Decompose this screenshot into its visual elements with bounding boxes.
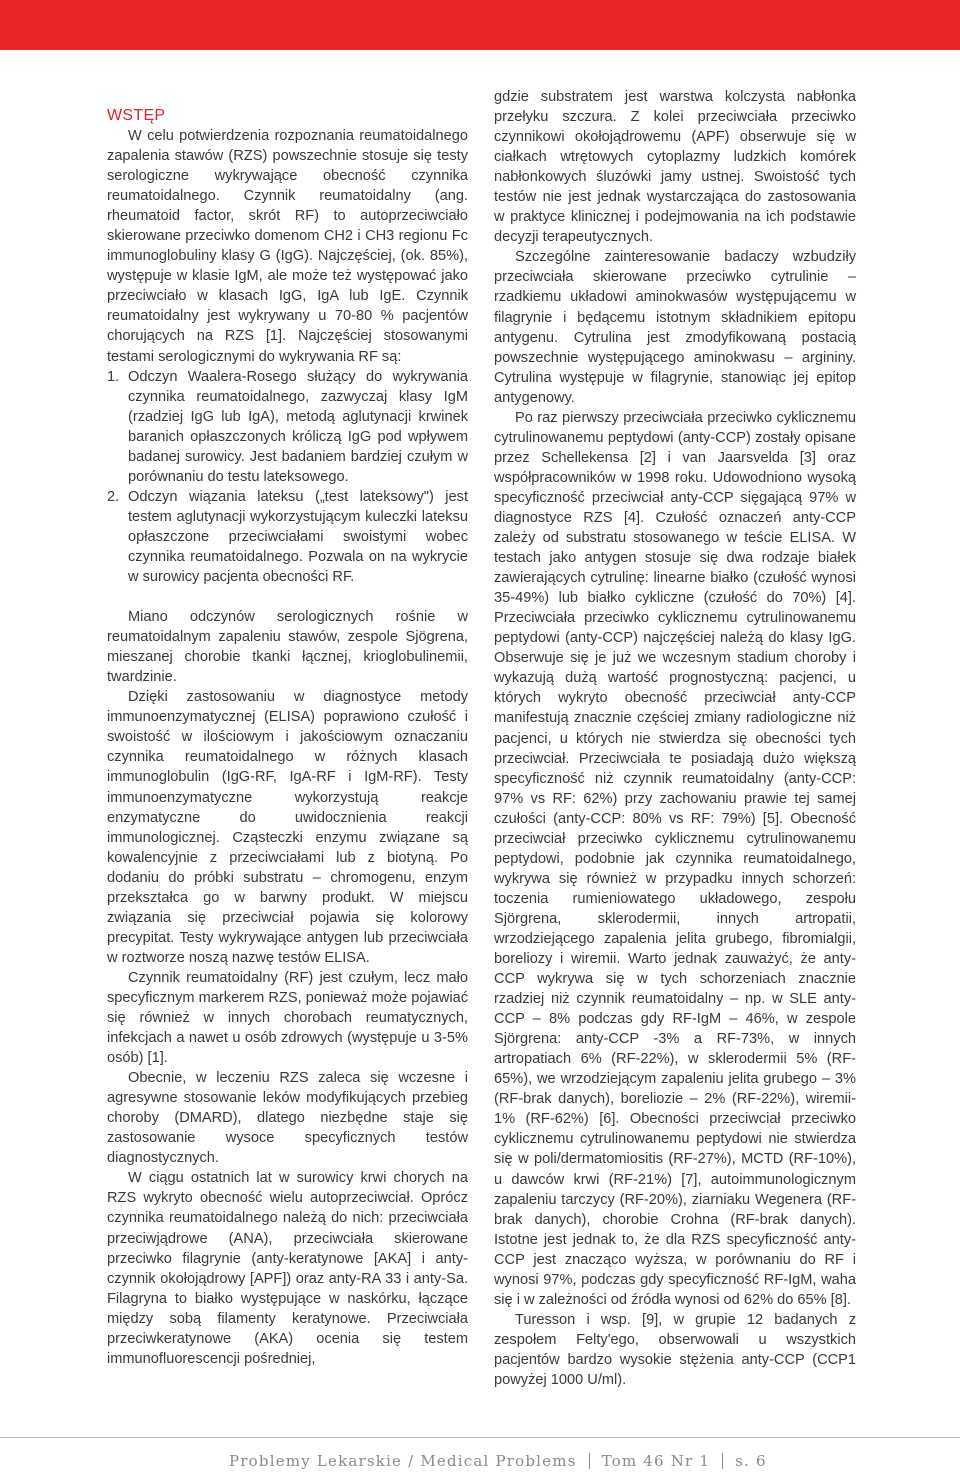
paragraph: Obecnie, w leczeniu RZS zaleca się wczesne i agresywne stosowanie leków modyfikujących przebieg choroby (DMARD), dlatego niezbędne staje się zastosowanie wysoce specyficznych testów diagnostycznych. xyxy=(107,1070,468,1167)
top-accent-bar xyxy=(0,0,960,50)
paragraph: Turesson i wsp. [9], w grupie 12 badanych z zespołem Felty'ego, obserwowali u wszystkich pacjentów bardzo wysokie stężenia anty-CCP (CCP1 powyżej 1000 U/ml). xyxy=(494,1311,856,1388)
paragraph: Czynnik reumatoidalny (RF) jest czułym, lecz mało specyficznym markerem RZS, ponieważ może pojawiać się również w innych chorobach reumatycznych, infekcjach a nawet u osób zdrowych (występuje u 3-5% osób) [1]. xyxy=(107,969,468,1067)
paragraph: Po raz pierwszy przeciwciała przeciwko cyklicznemu cytrulinowanemu peptydowi (anty-CCP) zostały opisane przez Schellekensa [2] i van Jaarsvelda [3] oraz współpracowników w 1998 roku. Udowodniono wysoką specyficzność przeciwciał anty-CCP sięgającą 97% w diagnostyce RZS [4]. Czułość oznaczeń anty-CCP zależy od substratu stosowanego w teście ELISA. W testach jako antygen stosuje się dwa rodzaje białek zawierających cytrulinę: linearne białko (czułość wynosi 35-49%) lub białko cykliczne (czułość do 70%) [4]. Przeciwciała przeciwko cyklicznemu cytrulinowanemu peptydowi (anty-CCP) najczęściej należą do klasy IgG. Obserwuje się je już we wczesnym stadium choroby i wykazują dużą wartość prognostyczną: pacjenci, u których wykryto obecność przeciwciał anty-CCP manifestują znacznie częściej zmiany radiologiczne niż pacjenci, u których nie stwierdza się obecności tych przeciwciał. Przeciwciała te posiadają dużo większą specyficzność niż czynnik reumatoidalny (anty-CCP: 97% vs RF: 62%) przy zachowaniu prawie tej samej czułości (anty-CCP: 80% vs RF: 79%) [5]. Obecność przeciwciał przeciwko cyklicznemu cytrulinowanemu peptydowi, podobnie jak czynnika reumatoidalnego, wykrywa się również w przypadku innych schorzeń: toczenia rumieniowatego układowego, zespołu Sjörgrena, sklerodermii, innych artropatii, wrzodziejącego zapalenia jelita grubego, fibromialgii, boreliozy i wiremii. Warto jednak zauważyć, że anty-CCP wykrywa się w tych schorzeniach znacznie rzadziej niż czynnik reumatoidalny – np. w SLE anty-CCP – 8% podczas gdy RF-IgM – 46%, w zespole Sjörgrena: anty-CCP -3% a RF-73%, w innych artropatiach 6% (RF-22%), w sklerodermii 5% (RF-65%), we wrzodziejącym zapaleniu jelita grubego – 3% (RF-brak danych), boreliozie – 2% (RF-22%), wiremii-1% (RF-62%) [6]. Obecności przeciwciał przeciwko cyklicznemu cytrulinowanemu peptydowi nie stwierdza się w poli/dermatomiositis (RF-27%), MCTD (RF-10%), u dawców krwi (RF-21%) [7], autoimmunologicznym zapaleniu tarczycy (RF-20%), ziarniaku Wegenera (RF-brak danych), chorobie Crohna (RF-brak danych). Istotne jest jednak to, że dla RZS specyficzność anty-CCP jest znacząco wyższa, w porównaniu do RF i wynosi 97%, podczas gdy specyficzność RF-IgM, waha się i w zależności od źródła wynosi od 62% do 65% [8]. xyxy=(494,409,856,1308)
page-footer xyxy=(229,1452,767,1470)
footer-divider xyxy=(0,1437,960,1438)
page-number: s. 6 xyxy=(735,1452,767,1470)
paragraph: Dzięki zastosowaniu w diagnostyce metody immunoenzymatycznej (ELISA) poprawiono czułość i swoistość w ilościowym i jakościowym oznaczaniu czynnika reumatoidalnego w różnych klasach immunoglobulin (IgG-RF, IgA-RF i IgM-RF). Testy immunoenzymatyczne wykorzystują reakcje enzymatyczne do uwidocznienia reakcji immunologicznej. Cząsteczki enzymu związane są kowalencyjnie z przeciwciałami lub z biotyną. Po dodaniu do próbki substratu – chromogenu, enzym przekształca go w barwny produkt. W miejscu związania się przeciwciał pojawia się kolorowy precypitat. Testy wykrywające antygen lub przeciwciała w roztworze noszą nazwę testów ELISA. xyxy=(107,689,468,966)
paragraph: gdzie substratem jest warstwa kolczysta nabłonka przełyku szczura. Z kolei przeciwciała przeciwko czynnikowi okołojądrowemu (APF) obserwuje się w ciałkach wtrętowych cytoplazmy ludzkich komórek nabłonkowych śluzówki jamy ustnej. Swoistość tych testów nie jest jednak wystarczająca do zastosowania w praktyce klinicznej i podejmowania na ich podstawie decyzji terapeutycznych. xyxy=(494,89,856,246)
paragraph: W celu potwierdzenia rozpoznania reumatoidalnego zapalenia stawów (RZS) powszechnie stosuje się testy serologiczne wykrywające obecność czynnika reumatoidalnego. Czynnik reumatoidalny (ang. rheumatoid factor, skrót RF) to autoprzeciwciało skierowane przeciwko domenom CH2 i CH3 regionu Fc immunoglobuliny klasy G (IgG). Najczęściej, (ok. 85%), występuje w klasie IgM, ale może też występować jako przeciwciało w klasach IgG, IgA lub IgE. Czynnik reumatoidalny jest wykrywany u 70-80 % pacjentów chorujących na RZS [1]. Najczęściej stosowanymi testami serologicznymi do wykrywania RF są: xyxy=(107,128,468,365)
paragraph: W ciągu ostatnich lat w surowicy krwi chorych na RZS wykryto obecność wielu autoprzeciwciał. Oprócz czynnika reumatoidalnego należą do nich: przeciwciała przeciwjądrowe (ANA), przeciwciała skierowane przeciwko filagrynie (anty-keratynowe [AKA] i anty-czynnik okołojądrowy [APF]) oraz anty-RA 33 i anty-Sa. Filagryna to białko występujące w naskórku, łączące między sobą filamenty keratynowe. Przeciwciała przeciwkeratynowe (AKA) ocenia się testem immunofluorescencji pośredniej, xyxy=(107,1170,468,1367)
footer-separator xyxy=(722,1453,723,1469)
list-item xyxy=(107,487,468,587)
list-item xyxy=(107,367,468,487)
journal-title: Problemy Lekarskie / Medical Problems xyxy=(229,1452,577,1470)
list-number: 2. xyxy=(107,488,120,505)
list-text: Odczyn Waalera-Rosego służący do wykrywania czynnika reumatoidalnego, zazwyczaj klasy IgM (rzadziej IgG lub IgA), metodą aglutynacji krwinek baranich opłaszczonych króliczą IgG pod wpływem badanej surowicy. Jest badaniem bardziej czułym w porównaniu do testu lateksowego. xyxy=(128,368,468,485)
list-number: 1. xyxy=(107,368,120,385)
blank-line xyxy=(107,587,468,607)
left-column xyxy=(107,87,468,1369)
paragraph: Szczególne zainteresowanie badaczy wzbudziły przeciwciała skierowane przeciwko cytrulinie – rzadkiemu układowi aminokwasów występującemu w filagrynie i będącemu istotnym składnikiem epitopu antygenu. Cytrulina jest zmodyfikowaną postacią powszechnie występującego aminokwasu – argininy. Cytrulina występuje w filagrynie, stanowiąc jej epitop antygenowy. xyxy=(494,249,856,406)
paragraph: Miano odczynów serologicznych rośnie w reumatoidalnym zapaleniu stawów, zespole Sjögrena, mieszanej chorobie tkanki łącznej, krioglobulinemii, twardzinie. xyxy=(107,609,468,686)
section-heading: WSTĘP xyxy=(107,107,166,124)
footer-separator xyxy=(589,1453,590,1469)
volume-info: Tom 46 Nr 1 xyxy=(601,1452,711,1470)
right-column xyxy=(494,87,856,1390)
list-text: Odczyn wiązania lateksu („test lateksowy") jest testem aglutynacji wykorzystującym kuleczki lateksu opłaszczone przeciwciałami swoistymi wobec czynnika reumatoidalnego. Pozwala on na wykrycie w surowicy pacjenta obecności RF. xyxy=(128,488,468,586)
